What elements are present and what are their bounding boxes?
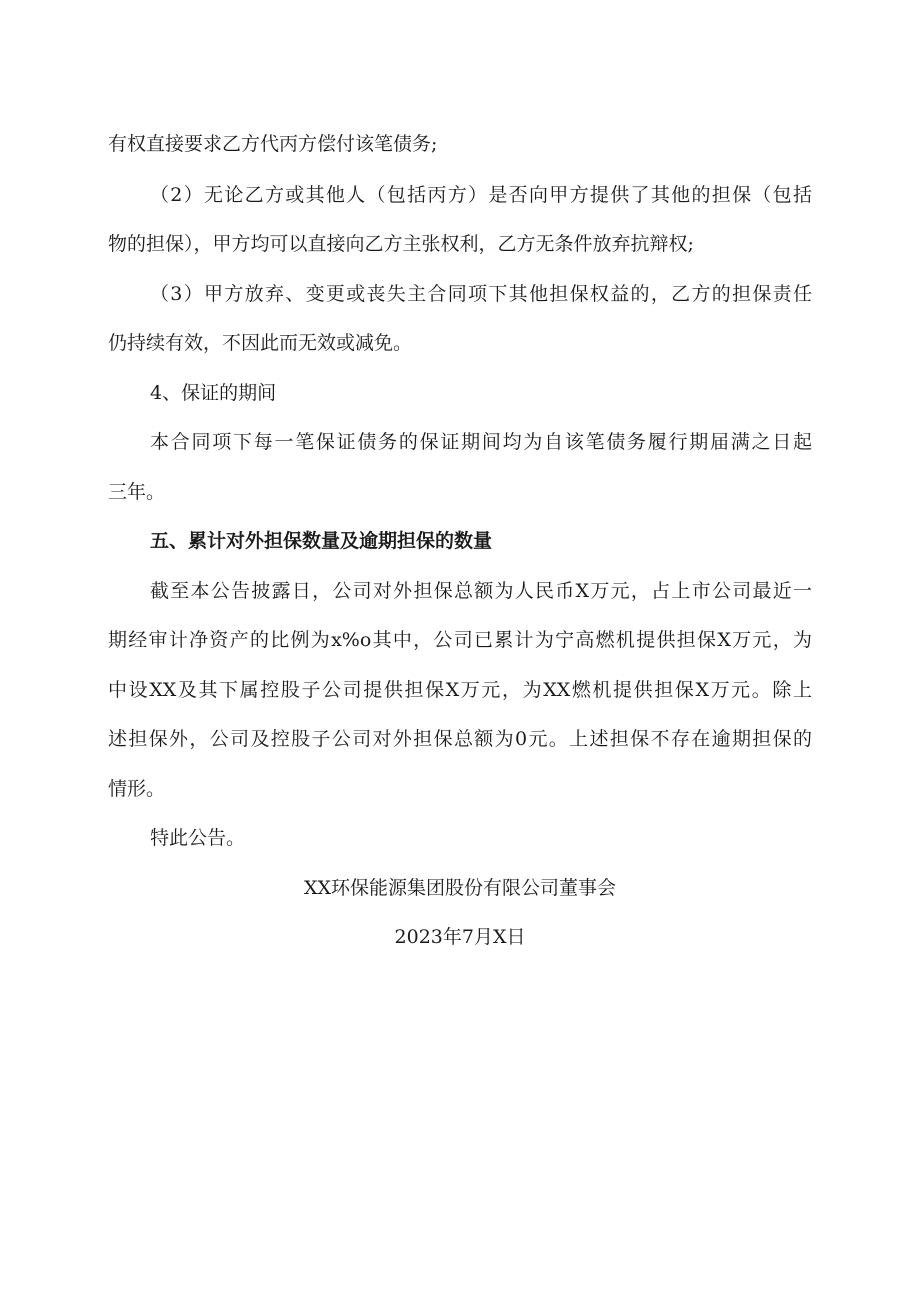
closing-text: 特此公告。	[150, 827, 246, 849]
signature-company: XX环保能源集团股份有限公司董事会	[303, 877, 617, 899]
section-heading-bold: 五、累计对外担保数量及逾期担保的数量	[150, 530, 493, 552]
paragraph-line: 情形。	[108, 778, 166, 800]
paragraph-line: 有权直接要求乙方代丙方偿付该笔债务;	[108, 133, 438, 155]
section-heading: 4、保证的期间	[150, 382, 277, 404]
paragraph-line: （2）无论乙方或其他人（包括丙方）是否向甲方提供了其他的担保（包括	[150, 184, 812, 206]
paragraph-line: 物的担保），甲方均可以直接向乙方主张权利，乙方无条件放弃抗辩权;	[108, 233, 694, 255]
paragraph-line: 三年。	[108, 481, 166, 503]
paragraph-line: 仍持续有效，不因此而无效或减免。	[108, 332, 413, 354]
paragraph-line: 截至本公告披露日，公司对外担保总额为人民币X万元，占上市公司最近一	[150, 580, 812, 602]
paragraph-line: 本合同项下每一笔保证债务的保证期间均为自该笔债务履行期届满之日起	[150, 431, 812, 453]
paragraph-line: （3）甲方放弃、变更或丧失主合同项下其他担保权益的，乙方的担保责任	[150, 283, 812, 305]
paragraph-line: 中设XX及其下属控股子公司提供担保X万元，为XX燃机提供担保X万元。除上	[108, 679, 812, 701]
paragraph-line: 期经审计净资产的比例为x%o其中，公司已累计为宁高燃机提供担保X万元，为	[108, 629, 812, 651]
paragraph-line: 述担保外，公司及控股子公司对外担保总额为0元。上述担保不存在逾期担保的	[108, 728, 812, 750]
signature-date: 2023年7月X日	[394, 926, 526, 948]
